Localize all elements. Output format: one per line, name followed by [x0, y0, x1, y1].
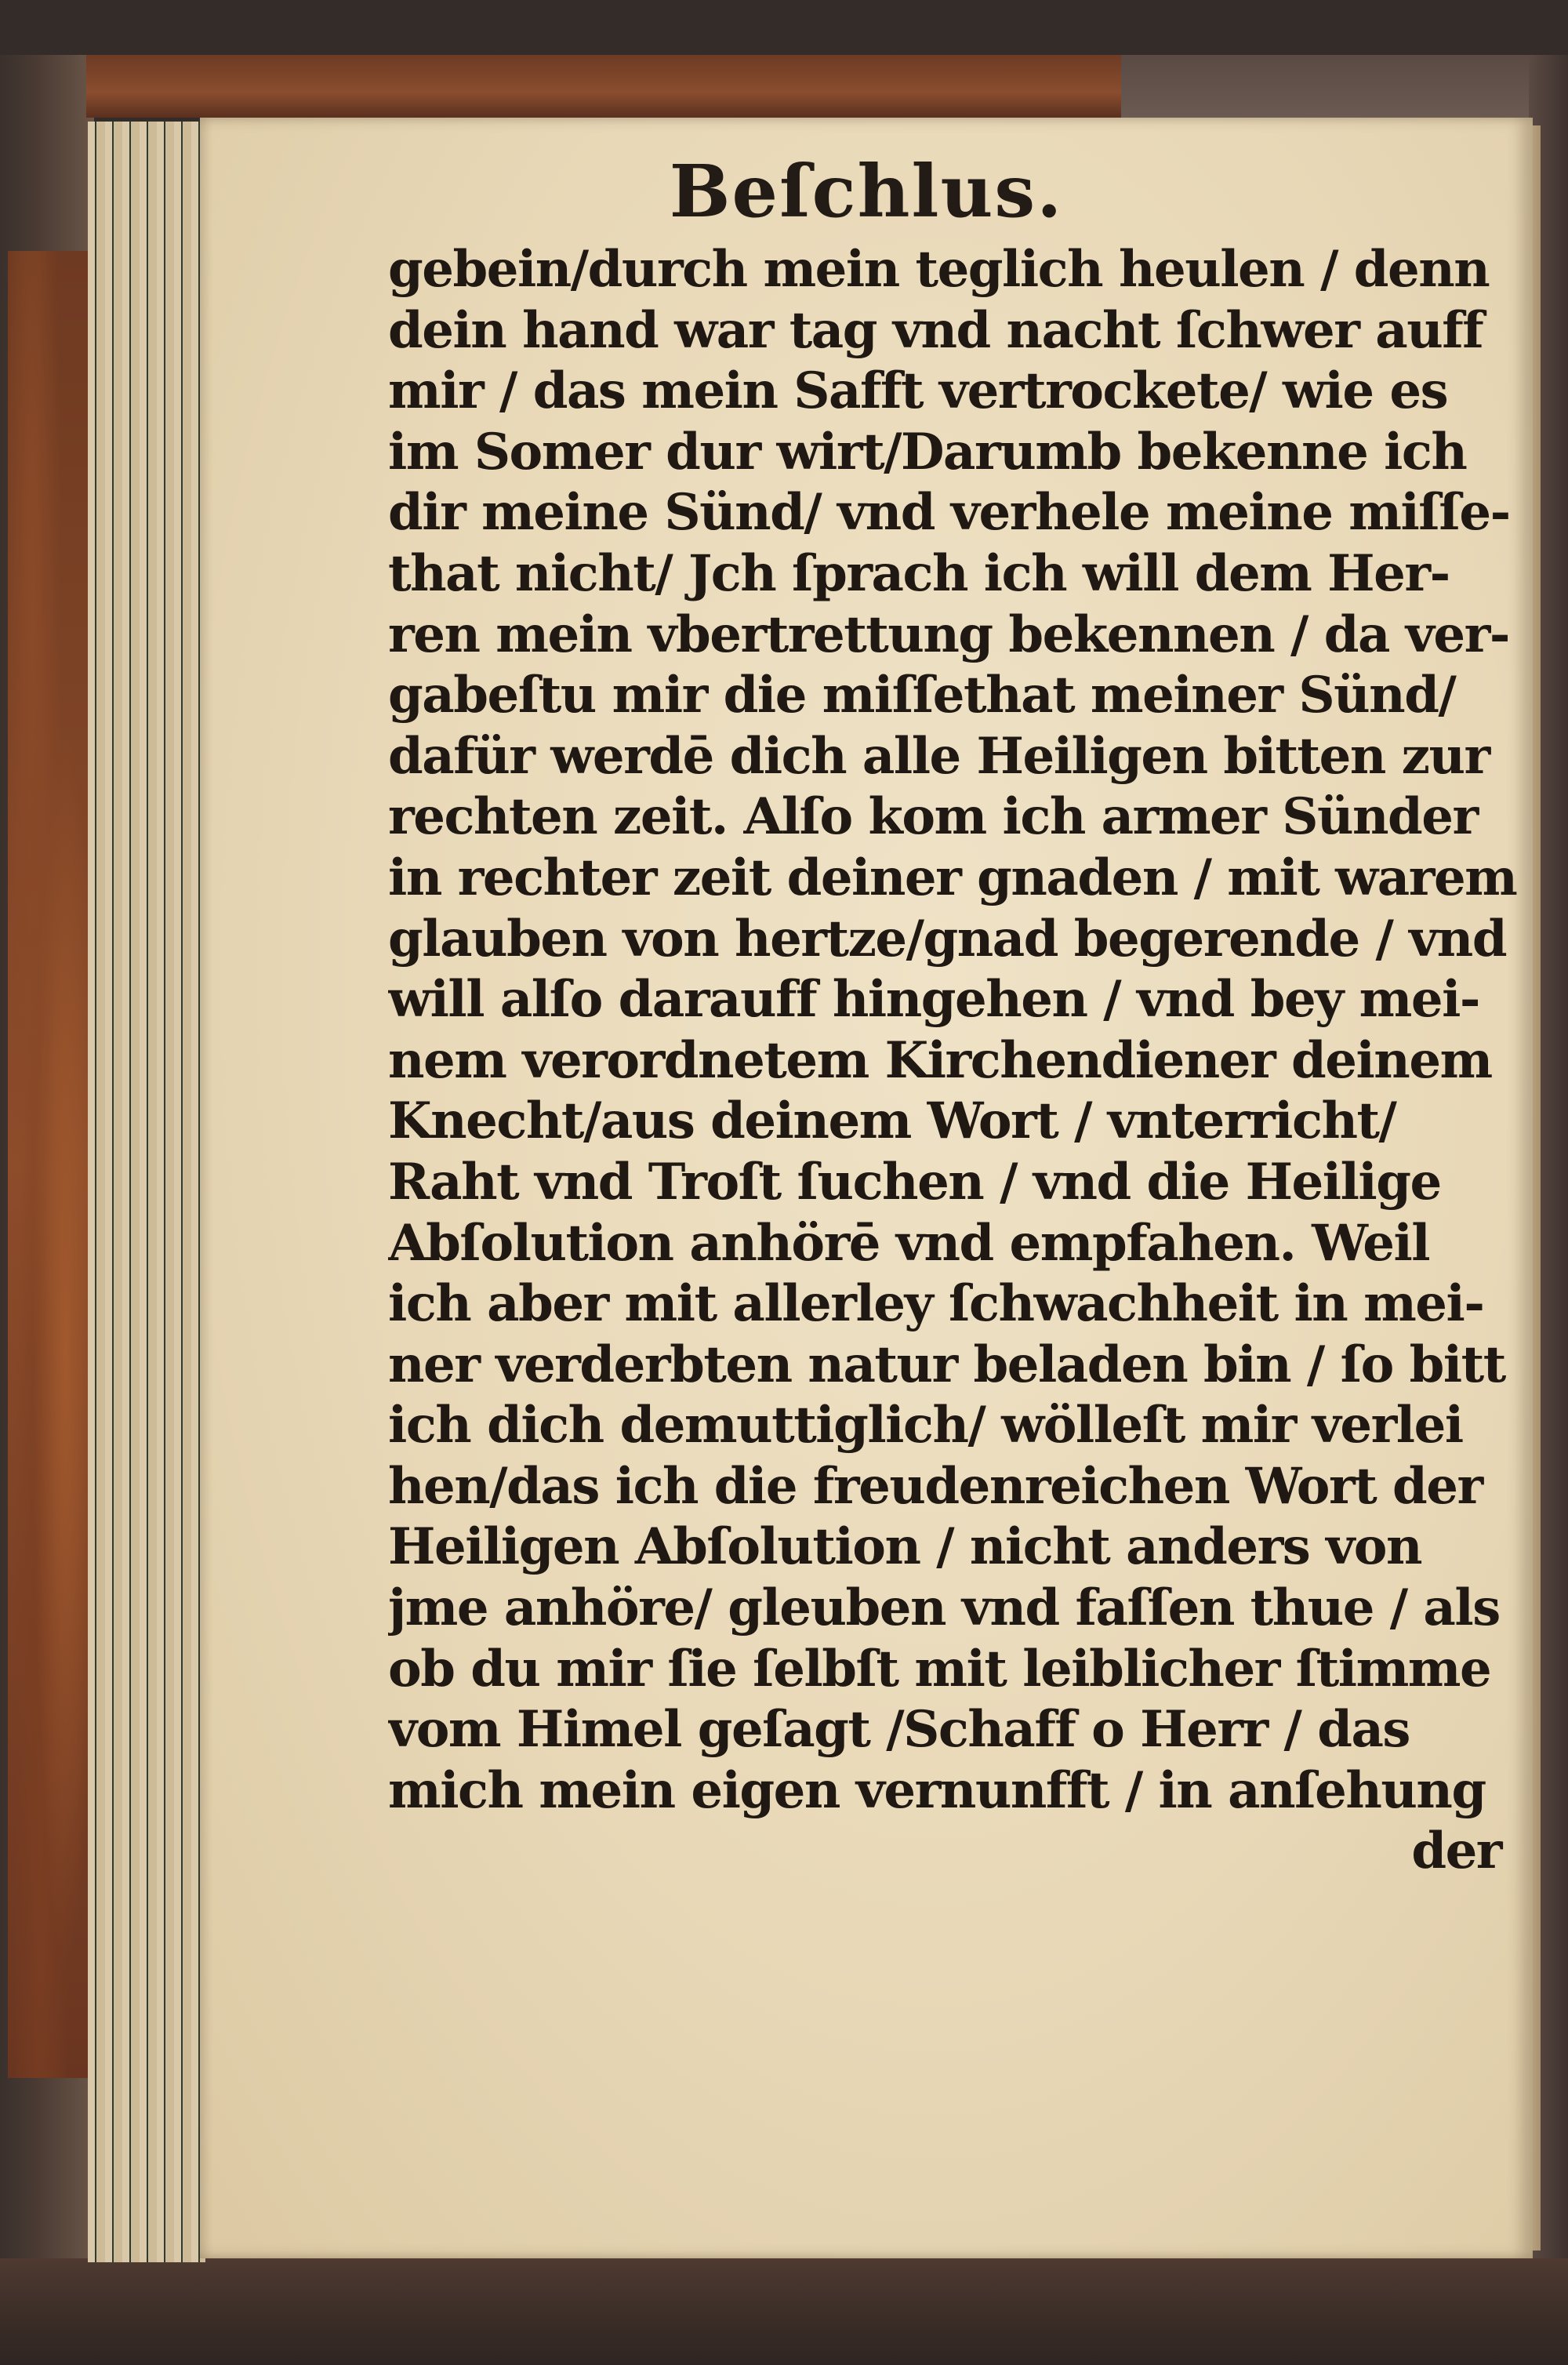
- text-line: Abſolution anhörē vnd empfahen. Weil: [388, 1213, 1430, 1273]
- text-line: dafür werdē dich alle Heiligen bitten zur: [388, 726, 1490, 786]
- text-line: Knecht/aus deinem Wort / vnterricht/: [388, 1092, 1396, 1151]
- text-line: dein hand war tag vnd nacht ſchwer auff: [388, 300, 1483, 360]
- text-line: mir / das mein Safft vertrockete/ wie es: [388, 361, 1448, 421]
- text-line: jme anhöre/ gleuben vnd faſſen thue / als: [388, 1578, 1500, 1638]
- text-line: gabeſtu mir die miſſethat meiner Sünd/: [388, 666, 1456, 725]
- book-cover-top-right: [1121, 55, 1568, 118]
- text-line: rechten zeit. Alſo kom ich armer Sünder: [388, 787, 1478, 847]
- text-line: ren mein vbertrettung bekennen / da ver-: [388, 605, 1509, 664]
- book-page: [200, 118, 1533, 2258]
- page-header: Beſchlus.: [669, 149, 1064, 234]
- text-line: ich aber mit allerley ſchwachheit in mei-: [388, 1274, 1484, 1334]
- text-line: in rechter zeit deiner gnaden / mit warem: [388, 848, 1517, 907]
- catchword: der: [1411, 1822, 1501, 1881]
- text-line: Raht vnd Troſt ſuchen / vnd die Heilige: [388, 1152, 1441, 1212]
- text-line: mich mein eigen vernunfft / in anſehung: [388, 1760, 1486, 1820]
- text-line: dir meine Sünd/ vnd verhele meine miſſe-: [388, 483, 1510, 543]
- text-line: im Somer dur wirt/Darumb bekenne ich: [388, 422, 1467, 481]
- text-line: will alſo darauff hingehen / vnd bey mei-: [388, 970, 1479, 1030]
- page-stack: [88, 122, 205, 2262]
- text-line: glauben von hertze/gnad begerende / vnd: [388, 909, 1507, 968]
- text-line: that nicht/ Jch ſprach ich will dem Her-: [388, 543, 1450, 603]
- text-line: vom Himel geſagt /Schaff o Herr / das: [388, 1700, 1410, 1760]
- marbled-board: [8, 251, 90, 2078]
- text-block: [388, 239, 1517, 1882]
- text-line: hen/das ich die freudenreichen Wort der: [388, 1456, 1483, 1516]
- text-line: ner verderbten natur beladen bin / ſo bitt: [388, 1335, 1505, 1394]
- text-line: ich dich demuttiglich/ wölleſt mir verlei: [388, 1396, 1463, 1455]
- book-cover-bottom: [0, 2258, 1568, 2365]
- text-line: Heiligen Abſolution / nicht anders von: [388, 1517, 1421, 1577]
- text-line: gebein/durch mein teglich heulen / denn: [388, 240, 1490, 299]
- text-line: nem verordnetem Kirchendiener deinem: [388, 1030, 1492, 1090]
- text-line: ob du mir ſie ſelbſt mit leiblicher ſtimme: [388, 1639, 1491, 1698]
